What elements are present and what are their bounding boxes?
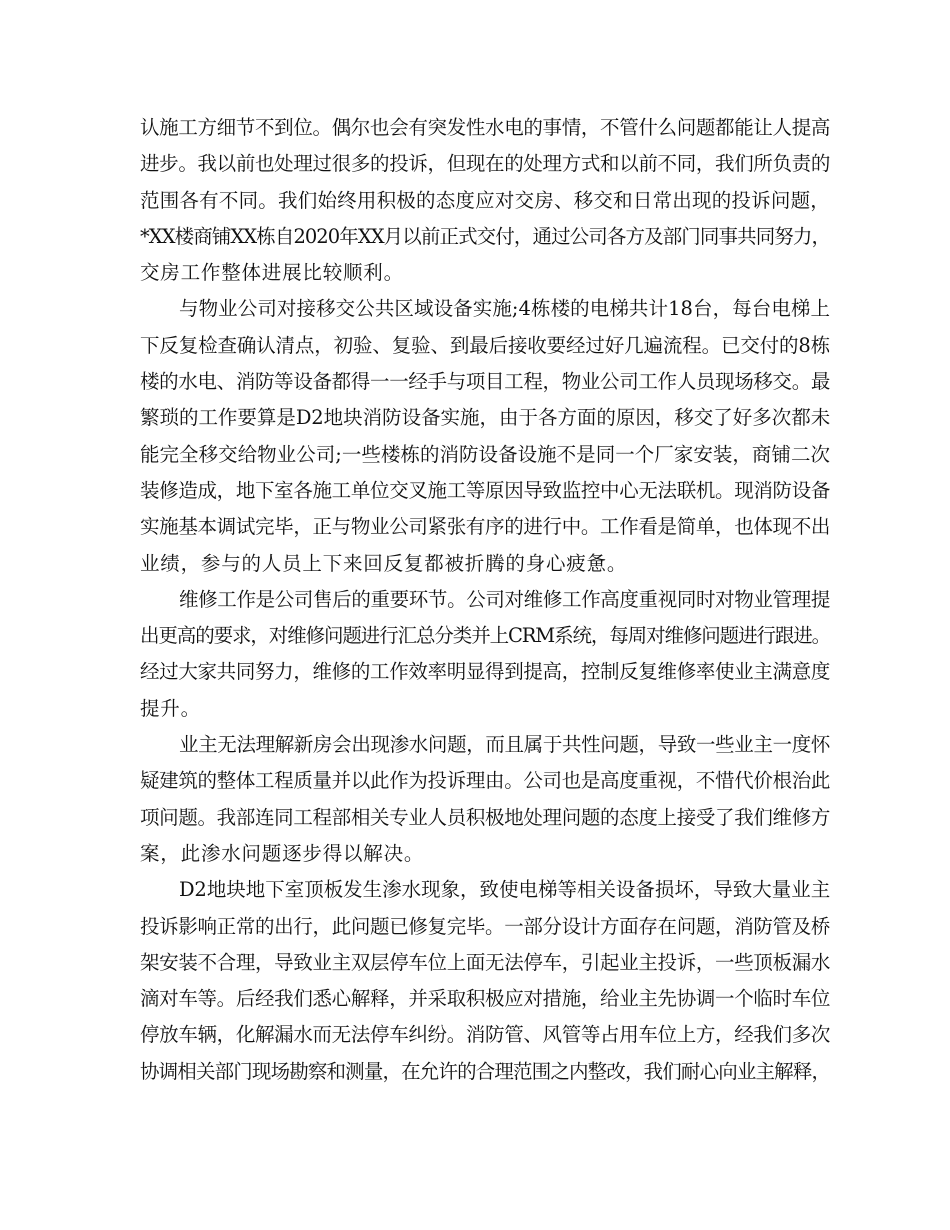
paragraph — [140, 727, 830, 872]
text-line: *XX楼商铺XX栋自2020年XX月以前正式交付，通过公司各方及部门同事共同努力， — [140, 224, 830, 248]
text-line: 出更高的要求，对维修问题进行汇总分类并上CRM系统，每周对维修问题进行跟进。 — [140, 624, 830, 648]
text-line: 范围各有不同。我们始终用积极的态度应对交房、移交和日常出现的投诉问题， — [140, 188, 830, 212]
paragraph — [140, 872, 830, 1090]
text-line: 楼的水电、消防等设备都得一一经手与项目工程，物业公司工作人员现场移交。最 — [140, 370, 830, 394]
text-line: 装修造成，地下室各施工单位交叉施工等原因导致监控中心无法联机。现消防设备 — [140, 478, 830, 502]
text-line: 进步。我以前也处理过很多的投诉，但现在的处理方式和以前不同，我们所负责的 — [140, 152, 830, 176]
text-line: 提升。 — [140, 696, 201, 720]
document-body — [140, 110, 830, 1090]
text-line: 下反复检查确认清点，初验、复验、到最后接收要经过好几遍流程。已交付的8栋 — [140, 333, 830, 357]
text-line: 维修工作是公司售后的重要环节。公司对维修工作高度重视同时对物业管理提 — [179, 587, 830, 611]
text-line: 交房工作整体进展比较顺利。 — [140, 261, 404, 285]
text-line: 架安装不合理，导致业主双层停车位上面无法停车，引起业主投诉，一些顶板漏水 — [140, 950, 830, 974]
text-line: D2地块地下室顶板发生渗水现象，致使电梯等相关设备损坏，导致大量业主 — [179, 878, 830, 902]
text-line: 繁琐的工作要算是D2地块消防设备实施，由于各方面的原因，移交了好多次都未 — [140, 406, 830, 430]
text-line: 业主无法理解新房会出现渗水问题，而且属于共性问题，导致一些业主一度怀 — [179, 733, 830, 757]
paragraph — [140, 291, 830, 581]
paragraph — [140, 582, 830, 727]
text-line: 业绩，参与的人员上下来回反复都被折腾的身心疲惫。 — [140, 551, 628, 575]
paragraph — [140, 110, 830, 291]
text-line: 停放车辆，化解漏水而无法停车纠纷。消防管、风管等占用车位上方，经我们多次 — [140, 1023, 830, 1047]
text-line: 能完全移交给物业公司;一些楼栋的消防设备设施不是同一个厂家安装，商铺二次 — [140, 442, 830, 466]
text-line: 协调相关部门现场勘察和测量，在允许的合理范围之内整改，我们耐心向业主解释， — [140, 1059, 830, 1083]
text-line: 认施工方细节不到位。偶尔也会有突发性水电的事情，不管什么问题都能让人提高 — [140, 116, 830, 139]
text-line: 与物业公司对接移交公共区域设备实施;4栋楼的电梯共计18台，每台电梯上 — [179, 297, 830, 321]
text-line: 投诉影响正常的出行，此问题已修复完毕。一部分设计方面存在问题，消防管及桥 — [140, 914, 830, 938]
text-line: 疑建筑的整体工程质量并以此作为投诉理由。公司也是高度重视，不惜代价根治此 — [140, 769, 830, 793]
text-line: 滴对车等。后经我们悉心解释，并采取积极应对措施，给业主先协调一个临时车位 — [140, 987, 830, 1011]
text-line: 经过大家共同努力，维修的工作效率明显得到提高，控制反复维修率使业主满意度 — [140, 660, 830, 684]
text-line: 实施基本调试完毕，正与物业公司紧张有序的进行中。工作看是简单，也体现不出 — [140, 515, 830, 539]
text-line: 项问题。我部连同工程部相关专业人员积极地处理问题的态度上接受了我们维修方 — [140, 805, 830, 829]
text-line: 案，此渗水问题逐步得以解决。 — [140, 841, 425, 865]
